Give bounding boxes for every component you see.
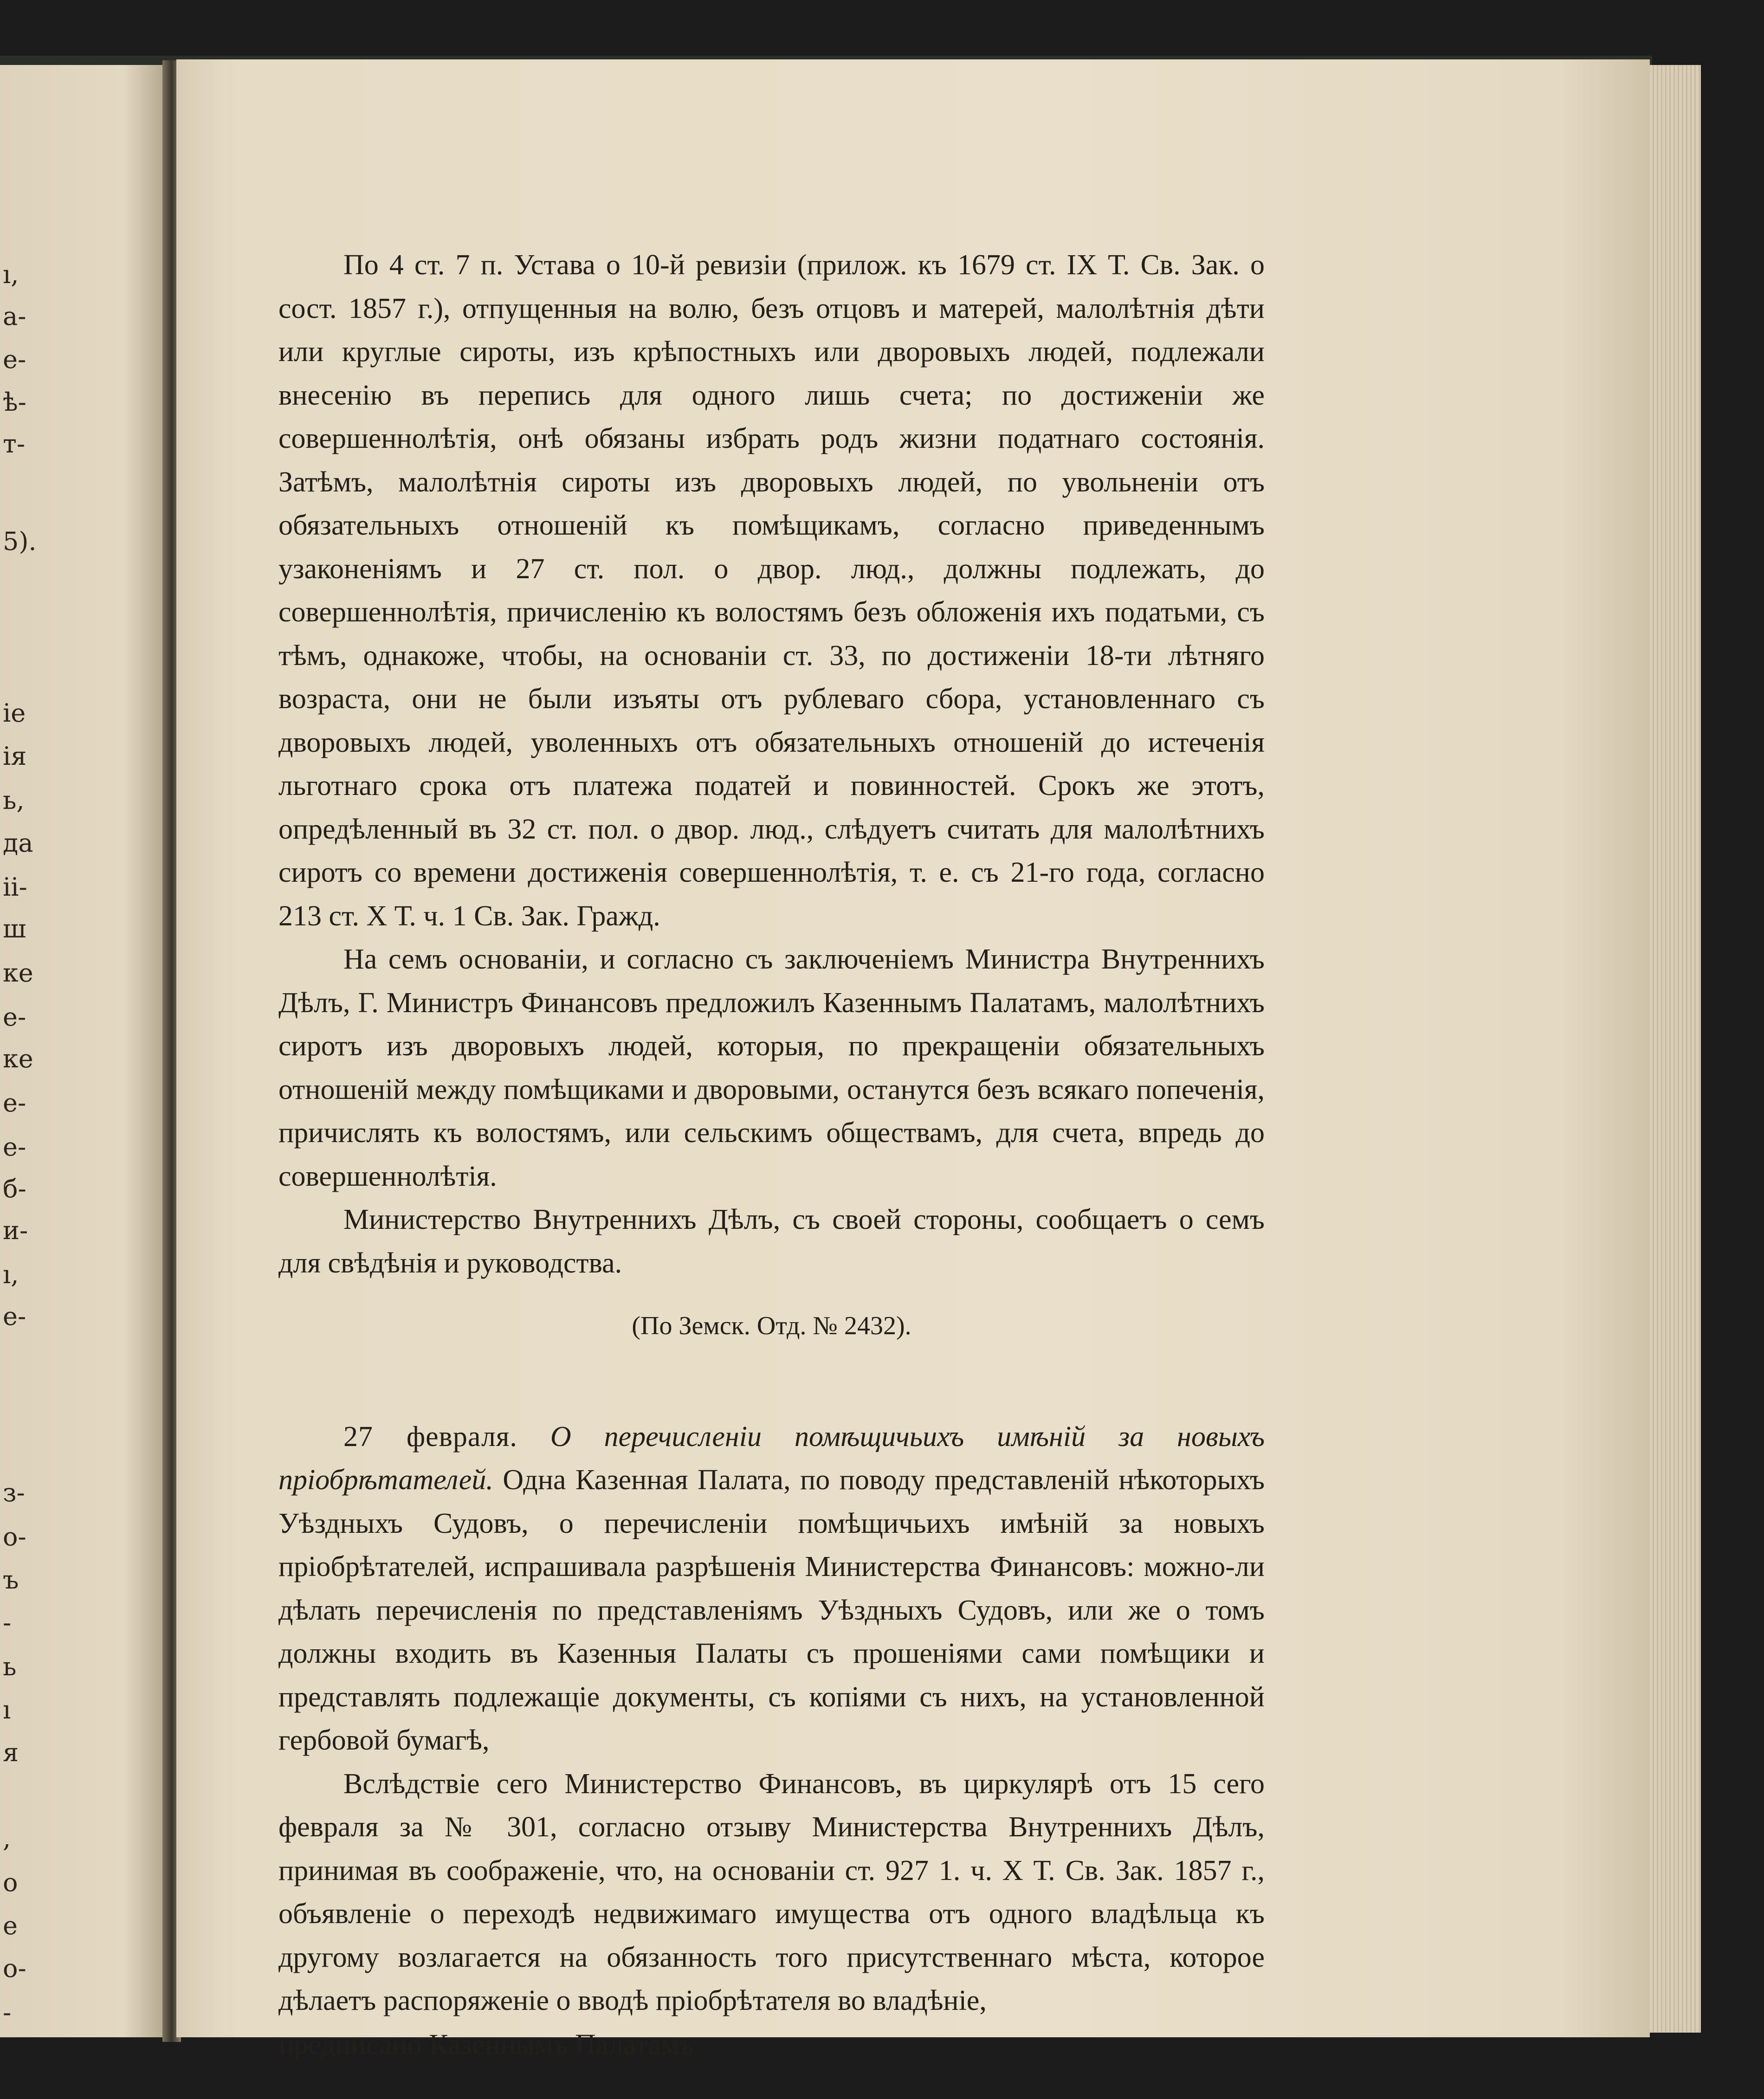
left-fragment: о- xyxy=(3,1954,26,1983)
section-date: 27 февраля. xyxy=(343,1421,517,1453)
left-fragment: и- xyxy=(3,1216,28,1245)
left-fragment: а- xyxy=(3,302,26,331)
paragraph-ministry-circular: Вслѣдствіе сего Министерство Финансовъ, въ циркулярѣ отъ 15 сего февраля за № 301, согласно отзыву Министерства Внутреннихъ Дѣлъ, принимая въ соображеніе, что, на основаніи ст. 927 1. ч. X Т. Св. Зак. 1857 г., объявленіе о переходѣ недвижимаго имущества отъ одного владѣльца къ другому возлагается на обязанность того присутственнаго мѣста, которое дѣлаетъ распоряженіе о вводѣ пріобрѣтателя во владѣніе, xyxy=(278,1768,1265,2016)
left-fragment: ı, xyxy=(3,1260,19,1289)
left-fragment: т- xyxy=(3,429,26,459)
cut-off-line xyxy=(278,2005,1265,2060)
cover-edge xyxy=(1701,60,1702,2037)
left-fragment: е- xyxy=(3,1302,26,1331)
paragraph-ministry-notice: Министерство Внутреннихъ Дѣлъ, съ своей стороны, сообщаетъ о семъ для свѣдѣнія и руководства. xyxy=(278,1204,1265,1279)
left-fragment: ie xyxy=(3,698,26,728)
left-fragment: іі- xyxy=(3,872,27,902)
left-fragment: ı xyxy=(3,1695,11,1724)
left-fragment: - xyxy=(3,1608,12,1637)
left-fragment: е- xyxy=(3,345,26,374)
left-fragment: ія xyxy=(3,742,27,771)
paragraph-revision-rule: По 4 ст. 7 п. Устава о 10-й ревизіи (прилож. къ 1679 ст. IX Т. Св. Зак. о сост. 1857 г.), отпущенныя на волю, безъ отцовъ и матерей, малолѣтнія дѣти или круглые сироты, изъ крѣпостныхъ или дворовыхъ людей, подлежали внесенію въ перепись для одного лишь счета; по достиженіи же совершеннолѣтія, онѣ обязаны избрать родъ жизни податнаго состоянія. Затѣмъ, малолѣтнія сироты изъ дворовыхъ людей, по увольненіи отъ обязательныхъ отношеній къ помѣщикамъ, согласно приведеннымъ узаконеніямъ и 27 ст. пол. о двор. люд., должны подлежать, до совершеннолѣтія, причисленію къ волостямъ безъ обложенія ихъ податьми, съ тѣмъ, однакоже, чтобы, на основаніи ст. 33, по достиженіи 18-ти лѣтняго возраста, они не были изъяты отъ рублеваго сбора, установленнаго съ дворовыхъ людей, уволенныхъ отъ обязательныхъ отношеній до истеченія льготнаго срока отъ платежа податей и повинностей. Срокъ же этотъ, опредѣленный въ 32 ст. пол. о двор. люд., слѣдуетъ считать для малолѣтнихъ сиротъ со времени достиженія совершеннолѣтія, т. е. съ 21-го года, согласно 213 ст. X Т. ч. 1 Св. Зак. Гражд. xyxy=(278,249,1265,932)
left-fragment: я xyxy=(3,1738,19,1767)
source-note: (По Земск. Отд. № 2432). xyxy=(632,1311,911,1340)
left-page-text-fragments xyxy=(0,0,167,2099)
left-fragment: з- xyxy=(3,1478,25,1507)
left-fragment: ш xyxy=(3,914,26,943)
left-fragment: 5). xyxy=(3,527,37,556)
left-fragment: ѣ- xyxy=(3,388,26,417)
left-fragment: ке xyxy=(3,1044,33,1073)
left-fragment: е xyxy=(3,1911,18,1940)
left-fragment: , xyxy=(3,1824,11,1853)
right-page-text xyxy=(278,244,1265,2023)
left-fragment: ı, xyxy=(3,260,19,289)
left-fragment: ь xyxy=(3,1652,17,1681)
left-fragment: ъ xyxy=(3,1565,19,1595)
left-fragment: ке xyxy=(3,958,33,988)
left-fragment: - xyxy=(3,1998,12,2027)
left-fragment: е- xyxy=(3,1002,26,1032)
page-stack-edge xyxy=(1650,65,1701,2033)
left-fragment: о xyxy=(3,1868,18,1897)
section-title: О перечисленіи помѣщичьихъ имѣній за новыхъ пріобрѣтателей. xyxy=(278,1421,1265,1496)
section-paragraph xyxy=(278,1415,1265,1763)
section-text: Одна Казенная Палата, по поводу представленій нѣкоторыхъ Уѣздныхъ Судовъ, о перечисленіи помѣщичьихъ имѣній за новыхъ пріобрѣтателей, испрашивала разрѣшенія Министерства Финансовъ: можно-ли дѣлать перечисленія по представленіямъ Уѣздныхъ Судовъ, или же о томъ должны входить въ Казенныя Палаты съ прошеніями сами помѣщики и представлять подлежащіе документы, съ копіями съ нихъ, на установленной гербовой бумагѣ, xyxy=(278,1464,1265,1756)
left-fragment: да xyxy=(3,828,33,858)
paragraph-minister-proposal: На семъ основаніи, и согласно съ заключеніемъ Министра Внутреннихъ Дѣлъ, Г. Министръ Финансовъ предложилъ Казеннымъ Палатамъ, малолѣтнихъ сиротъ изъ дворовыхъ людей, которыя, по прекращеніи обязательныхъ отношеній между помѣщиками и дворовыми, останутся безъ всякаго попеченія, причислять къ волостямъ, или сельскимъ обществамъ, для счета, впредь до совершеннолѣтія. xyxy=(278,943,1265,1192)
left-fragment: о- xyxy=(3,1522,26,1551)
left-fragment: е- xyxy=(3,1088,26,1117)
left-fragment: ь, xyxy=(3,786,25,815)
cut-off-line-text: предписано Казеннымъ Палатамъ xyxy=(278,2029,694,2060)
left-fragment: б- xyxy=(3,1174,26,1203)
left-fragment: е- xyxy=(3,1132,26,1162)
